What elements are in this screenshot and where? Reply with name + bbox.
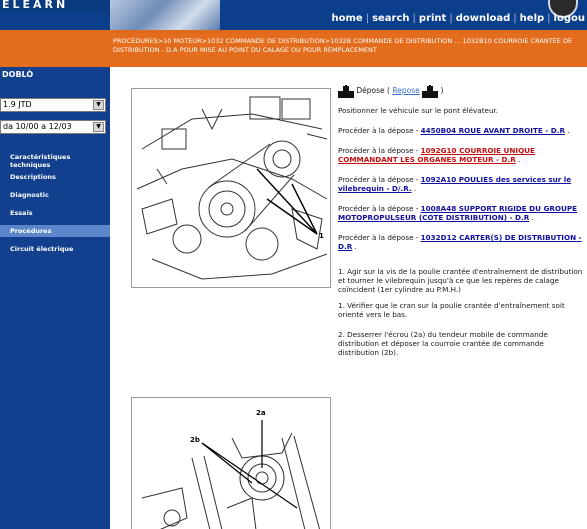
nav-logout-link[interactable]: logou <box>553 13 585 24</box>
tool-icon <box>422 85 438 98</box>
step-link-poulies-vilebrequin[interactable]: 1092A10 POULIES des services sur le vilebrequin - D/.R. <box>338 175 572 193</box>
nav-separator: | <box>365 13 370 24</box>
nav-separator: | <box>547 13 551 24</box>
model-title: DOBLÒ <box>2 70 34 79</box>
engine-diagram-figure-2 <box>131 397 331 529</box>
nav-separator: | <box>513 13 517 24</box>
nav-help-link[interactable]: help <box>519 13 545 24</box>
instruction-step-1b: 1. Vérifier que le cran sur la poulie crantée d'entraînement soit orienté vers le bas. <box>338 301 565 319</box>
sidebar-item-essais[interactable]: Essais <box>10 209 33 217</box>
step-prefix: Procéder à la dépose - <box>338 233 421 242</box>
step-link-roue-avant-droite[interactable]: 4450B04 ROUE AVANT DROITE - D.R <box>420 126 565 135</box>
sidebar <box>0 67 110 529</box>
step-suffix: . <box>529 213 534 222</box>
procedure-step <box>338 126 583 135</box>
instruction-step-1: 1. Agir sur la vis de la poulie crantée d'entraînement de distribution et tourner le vilebrequin jusqu'à ce que les repères de calage coïncident (1er cylindre au P.M.H.) <box>338 267 583 294</box>
sidebar-item-caracteristiques[interactable]: Caractéristiques techniques <box>10 153 71 169</box>
nav-search-link[interactable]: search <box>372 13 410 24</box>
instruction-step-2: 2. Desserrer l'écrou (2a) du tendeur mobile de commande distribution et déposer la courroie crantée de commande distribution (2b). <box>338 330 548 357</box>
nav-separator: | <box>449 13 453 24</box>
date-range-select[interactable] <box>0 120 106 134</box>
position-instruction: Positionner le véhicule sur le pont élévateur. <box>338 106 499 115</box>
engine-select-value: 1.9 JTD <box>3 100 32 109</box>
step-link-support-rigide[interactable]: 1008A48 SUPPORT RIGIDE DU GROUPE MOTOPROPULSEUR (COTE DISTRIBUTION) - D.R <box>338 204 578 222</box>
figure-2-callout-2a: 2a <box>256 409 266 417</box>
sidebar-menu <box>0 151 110 255</box>
figure-1-callout: 1 <box>319 232 324 240</box>
procedure-step <box>338 204 583 222</box>
repose-link[interactable]: Repose <box>392 86 420 95</box>
top-navigation <box>331 13 585 27</box>
procedure-text <box>338 83 583 357</box>
step-link-courroie-unique[interactable]: 1092G10 COURROIE UNIQUE COMMANDANT LES ORGANES MOTEUR - D.R <box>338 146 535 164</box>
depose-close: ) <box>440 86 444 95</box>
sidebar-item-descriptions[interactable]: Descriptions <box>10 173 56 181</box>
sidebar-item-circuit-electrique[interactable]: Circuit électrique <box>10 245 74 253</box>
engine-drawing-1 <box>132 89 331 288</box>
procedure-step <box>338 146 583 164</box>
step-prefix: Procéder à la dépose - <box>338 175 421 184</box>
depose-header <box>338 83 583 99</box>
step-suffix: . <box>515 155 521 164</box>
breadcrumb[interactable]: PROCÉDURES>10 MOTEUR>1032 COMMANDE DE DISTRIBUTION>1032B COMMANDE DE DISTRIBUTION ... 1032B10 COURROIE CRANTÉE DE DISTRIBUTION - D.A POUR MISE AU POINT DU CALAGE OU POUR REMPLACEMENT <box>113 37 573 54</box>
nav-print-link[interactable]: print <box>418 13 447 24</box>
date-range-select-value: da 10/00 a 12/03 <box>3 122 72 131</box>
tool-icon <box>338 85 354 98</box>
main-content <box>110 67 587 529</box>
step-prefix: Procéder à la dépose - <box>338 146 421 155</box>
step-link-carter-distribution[interactable]: 1032D12 CARTER(S) DE DISTRIBUTION - D.R <box>338 233 582 251</box>
nav-separator: | <box>412 13 416 24</box>
step-suffix: . <box>411 184 417 193</box>
brand-logo: ELEARN <box>0 0 110 12</box>
nav-home-link[interactable]: home <box>331 13 363 24</box>
procedure-step <box>338 175 583 193</box>
sidebar-item-procedures[interactable]: Procédures <box>0 225 110 237</box>
step-prefix: Procéder à la dépose - <box>338 126 421 135</box>
engine-select[interactable] <box>0 98 106 112</box>
chevron-down-icon[interactable]: ▼ <box>93 122 104 132</box>
depose-label: Dépose ( <box>356 86 390 95</box>
step-suffix: . <box>564 126 570 135</box>
figure-2-callout-2b: 2b <box>190 436 200 444</box>
chevron-down-icon[interactable]: ▼ <box>93 100 104 110</box>
sidebar-item-diagnostic[interactable]: Diagnostic <box>10 191 49 199</box>
step-suffix: . <box>352 242 357 251</box>
engine-diagram-figure-1 <box>131 88 331 288</box>
engine-drawing-2 <box>132 398 331 529</box>
breadcrumb-bar-left <box>0 33 110 67</box>
step-prefix: Procéder à la dépose - <box>338 204 421 213</box>
procedure-step <box>338 233 583 251</box>
nav-download-link[interactable]: download <box>455 13 511 24</box>
header-banner-image <box>110 0 220 30</box>
